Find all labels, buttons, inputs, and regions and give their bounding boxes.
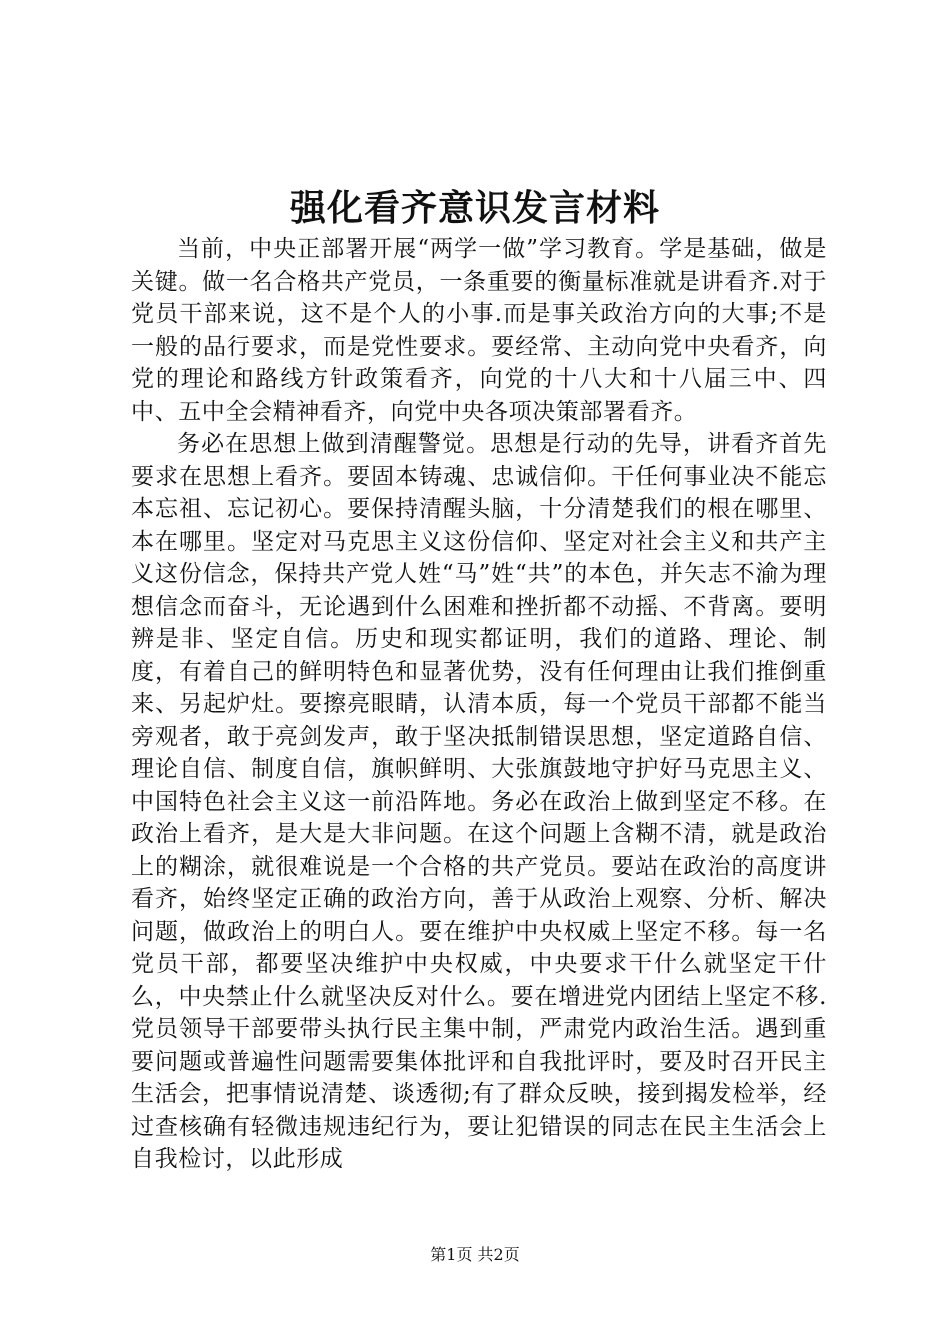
page-footer: 第1页 共2页 xyxy=(430,1245,520,1264)
document-body xyxy=(131,233,827,1176)
paragraph-thought-politics: 务必在思想上做到清醒警觉。思想是行动的先导，讲看齐首先要求在思想上看齐。要固本铸魂、忠诚信仰。干任何事业决不能忘本忘祖、忘记初心。要保持清醒头脑，十分清楚我们的根在哪里、本在哪里。坚定对马克思主义这份信仰、坚定对社会主义和共产主义这份信念，保持共产党人姓“马”姓“共”的本色，并矢志不渝为理想信念而奋斗，无论遇到什么困难和挫折都不动摇、不背离。要明辨是非、坚定自信。历史和现实都证明，我们的道路、理论、制度，有着自己的鲜明特色和显著优势，没有任何理由让我们推倒重来、另起炉灶。要擦亮眼睛，认清本质，每一个党员干部都不能当旁观者，敢于亮剑发声，敢于坚决抵制错误思想，坚定道路自信、理论自信、制度自信，旗帜鲜明、大张旗鼓地守护好马克思主义、中国特色社会主义这一前沿阵地。务必在政治上做到坚定不移。在政治上看齐，是大是大非问题。在这个问题上含糊不清，就是政治上的糊涂，就很难说是一个合格的共产党员。要站在政治的高度讲看齐，始终坚定正确的政治方向，善于从政治上观察、分析、解决问题，做政治上的明白人。要在维护中央权威上坚定不移。每一名党员干部，都要坚决维护中央权威，中央要求干什么就坚定干什么，中央禁止什么就坚决反对什么。要在增进党内团结上坚定不移.党员领导干部要带头执行民主集中制，严肃党内政治生活。遇到重要问题或普遍性问题需要集体批评和自我批评时，要及时召开民主生活会，把事情说清楚、谈透彻;有了群众反映，接到揭发检举，经过查核确有轻微违规违纪行为，要让犯错误的同志在民主生活会上自我检讨，以此形成 xyxy=(131,431,827,1172)
document-title: 强化看齐意识发言材料 xyxy=(289,188,660,229)
paragraph-intro: 当前，中央正部署开展“两学一做”学习教育。学是基础，做是关键。做一名合格共产党员，一条重要的衡量标准就是讲看齐.对于党员干部来说，这不是个人的小事.而是事关政治方向的大事;不是一般的品行要求，而是党性要求。要经常、主动向党中央看齐，向党的理论和路线方针政策看齐，向党的十八大和十八届三中、四中、五中全会精神看齐，向党中央各项决策部署看齐。 xyxy=(131,236,827,425)
